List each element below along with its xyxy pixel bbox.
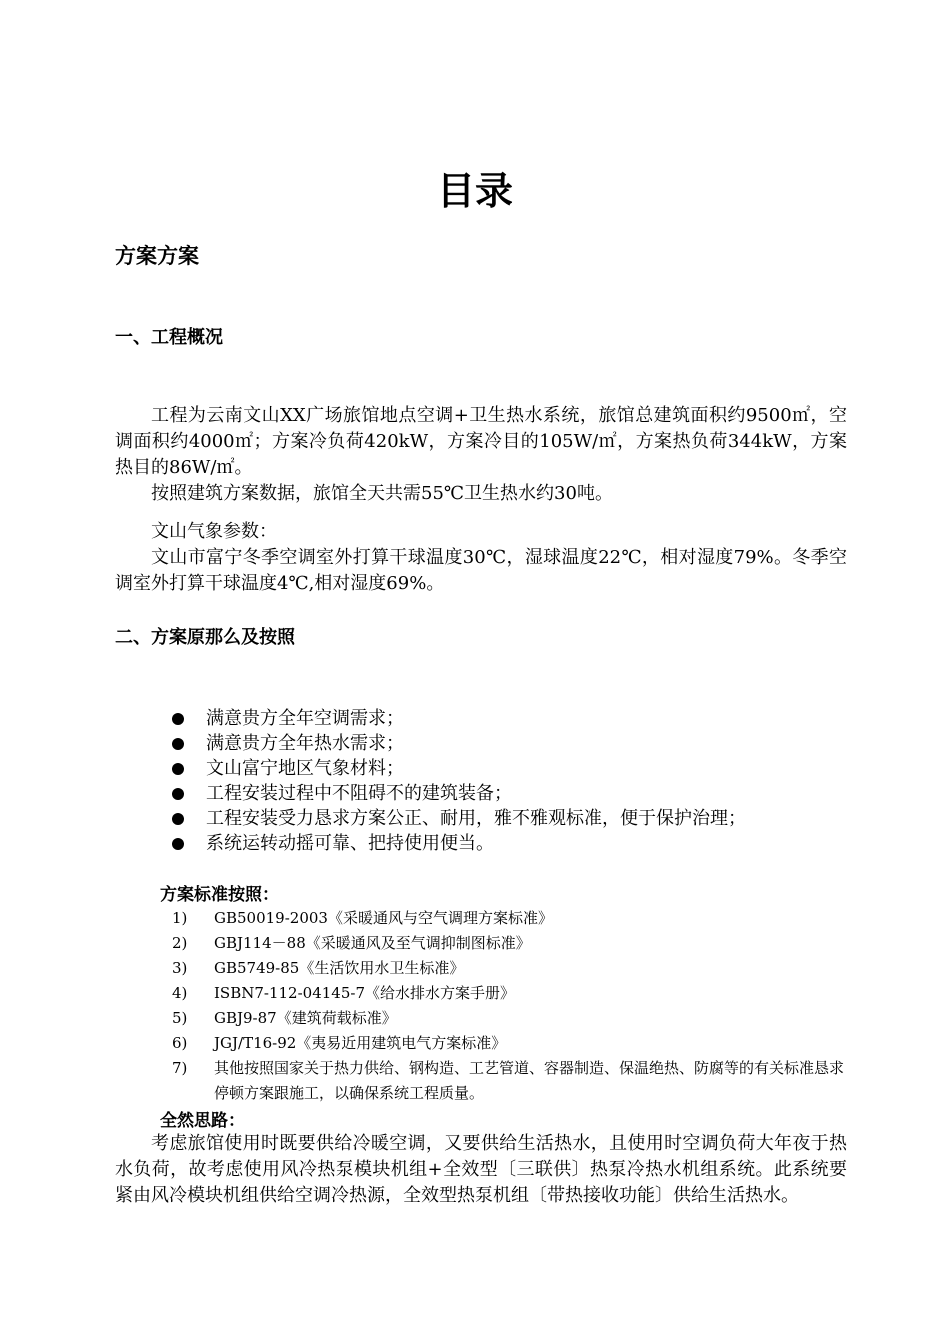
section1-heading: 一、工程概况 xyxy=(115,327,223,348)
list-item: 工程安装过程中不阻碍不的建筑装备； xyxy=(170,782,850,806)
section1-paragraph-weather-label: 文山气象参数： xyxy=(151,521,277,542)
approach-heading: 全然思路： xyxy=(160,1111,245,1131)
list-item: 1) GB50019-2003《采暖通风与空气调理方案标准》 xyxy=(172,909,553,927)
page-title: 目录 xyxy=(436,169,513,213)
list-item: 5) GBJ9-87《建筑荷载标准》 xyxy=(172,1009,397,1027)
list-item: 工程安装受力恳求方案公正、耐用，雅不雅观标准，便于保护治理； xyxy=(170,807,850,831)
bullet-icon xyxy=(172,738,184,750)
bullet-icon xyxy=(172,813,184,825)
bullet-icon xyxy=(172,763,184,775)
approach-paragraph: 考虑旅馆使用时既要供给冷暖空调，又要供给生活热水，且使用时空调负荷大年夜于热水负荷，故考虑使用风冷热泵模块机组+全效型〔三联供〕热泵冷热水机组系统。此系统要紧由风冷模块机组供给空调冷热源，全效型热泵机组〔带热接收功能〕供给生活热水。 xyxy=(115,1133,847,1206)
list-item: 6) JGJ/T16-92《夷易近用建筑电气方案标准》 xyxy=(172,1034,507,1052)
list-item: 2) GBJ114－88《采暖通风及至气调抑制图标准》 xyxy=(172,934,531,952)
section1-paragraph-overview: 工程为云南文山XX广场旅馆地点空调+卫生热水系统，旅馆总建筑面积约9500㎡，空调面积约4000㎡；方案冷负荷420kW，方案冷目的105W/㎡，方案热负荷344kW，方案热目的86W/㎡。 xyxy=(115,405,847,478)
bullet-icon xyxy=(172,788,184,800)
list-item: 系统运转动摇可靠、把持使用便当。 xyxy=(170,832,850,856)
document-subtitle: 方案方案 xyxy=(115,244,199,268)
section1-paragraph-hotwater: 按照建筑方案数据，旅馆全天共需55℃卫生热水约30吨。 xyxy=(151,483,613,504)
section1-paragraph-weather: 文山市富宁冬季空调室外打算干球温度30℃，湿球温度22℃，相对湿度79%。冬季空调室外打算干球温度4℃,相对湿度69%。 xyxy=(115,547,847,594)
list-item: 7) 其他按照国家关于热力供给、钢构造、工艺管道、容器制造、保温绝热、防腐等的有关标准恳求停顿方案跟施工，以确保系统工程质量。 xyxy=(172,1059,845,1102)
standards-heading: 方案标准按照： xyxy=(160,885,279,905)
list-item: 满意贵方全年热水需求； xyxy=(170,732,850,756)
bullet-icon xyxy=(172,713,184,725)
list-item: 4) ISBN7-112-04145-7《给水排水方案手册》 xyxy=(172,984,515,1002)
principles-list xyxy=(170,707,850,857)
list-item: 满意贵方全年空调需求； xyxy=(170,707,850,731)
standards-list xyxy=(168,906,848,1106)
list-item: 文山富宁地区气象材料； xyxy=(170,757,850,781)
list-item: 3) GB5749-85《生活饮用水卫生标准》 xyxy=(172,959,465,977)
bullet-icon xyxy=(172,838,184,850)
section2-heading: 二、方案原那么及按照 xyxy=(115,627,295,648)
